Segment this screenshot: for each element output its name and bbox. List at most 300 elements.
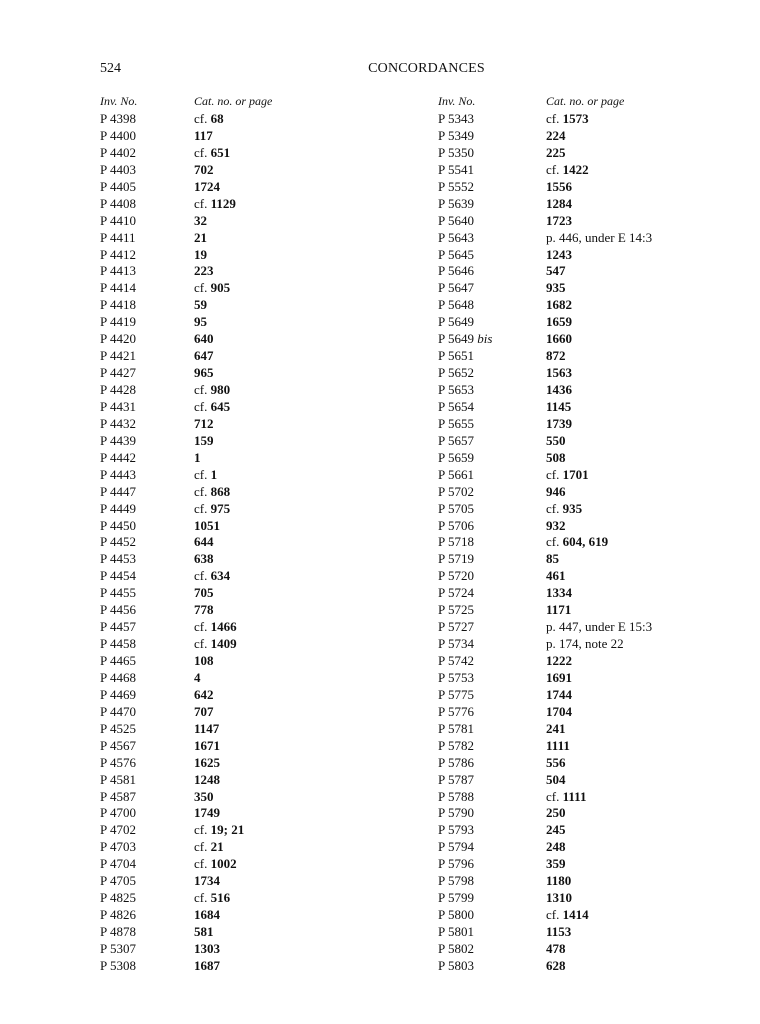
inv-number-text: P 5724 (438, 585, 474, 601)
catalogue-reference (194, 399, 230, 416)
catalogue-reference (546, 789, 586, 806)
catalogue-reference (546, 263, 566, 280)
inv-number-text: P 4456 (100, 602, 136, 618)
catalogue-reference (546, 145, 566, 162)
concordance-row (438, 822, 738, 839)
catalogue-number: 946 (546, 483, 566, 499)
inv-number-text: P 4427 (100, 365, 136, 381)
inv-number (100, 653, 136, 670)
concordance-row (100, 399, 400, 416)
reference-prefix: cf. (546, 788, 563, 804)
catalogue-reference (546, 196, 572, 213)
catalogue-reference (194, 382, 230, 399)
catalogue-reference (194, 551, 214, 568)
catalogue-number: 651 (210, 144, 231, 160)
concordance-row (438, 585, 738, 602)
inv-number-text: P 4457 (100, 619, 136, 635)
catalogue-reference (194, 501, 230, 518)
catalogue-reference (194, 839, 224, 856)
catalogue-reference (546, 297, 572, 314)
concordance-row (438, 755, 738, 772)
concordance-row (438, 263, 738, 280)
inv-number-text: P 4700 (100, 805, 136, 821)
inv-number-text: P 5702 (438, 483, 474, 499)
concordance-row (438, 805, 738, 822)
concordance-row (438, 789, 738, 806)
inv-number (438, 789, 474, 806)
catalogue-number: 980 (210, 382, 231, 397)
catalogue-number: 1243 (546, 246, 572, 262)
catalogue-reference (546, 213, 572, 230)
catalogue-reference (546, 856, 566, 873)
inv-number-text: P 5800 (438, 907, 474, 923)
reference-prefix: cf. (194, 111, 211, 126)
concordance-row (100, 619, 400, 636)
reference-prefix: cf. (546, 534, 563, 550)
reference-prefix: cf. (194, 382, 211, 397)
cat-no-header: Cat. no. or page (546, 94, 625, 108)
catalogue-reference (546, 399, 571, 416)
concordance-row (100, 822, 400, 839)
concordance-row (100, 873, 400, 890)
inv-number (100, 789, 136, 806)
catalogue-number: 644 (194, 534, 214, 550)
inv-number (438, 890, 474, 907)
page-number: 524 (100, 61, 121, 76)
catalogue-number: 1701 (562, 466, 589, 482)
catalogue-number: 1180 (546, 873, 572, 889)
catalogue-number: 1724 (194, 178, 220, 194)
catalogue-reference (546, 518, 566, 535)
catalogue-reference (546, 890, 572, 907)
catalogue-number: 359 (546, 856, 566, 872)
inv-number-text: P 5643 (438, 229, 474, 245)
inv-number (438, 450, 474, 467)
reference-prefix: cf. (546, 907, 563, 923)
catalogue-number: 32 (194, 212, 207, 228)
catalogue-reference (546, 534, 608, 551)
catalogue-reference (194, 941, 220, 958)
inv-number (100, 687, 136, 704)
inv-number (100, 670, 136, 687)
inv-number (100, 907, 136, 924)
inv-number-text: P 5796 (438, 856, 474, 872)
catalogue-number: 1734 (194, 873, 220, 889)
inv-number-text: P 4455 (100, 585, 136, 601)
catalogue-reference (546, 416, 572, 433)
inv-number-text: P 5655 (438, 415, 474, 431)
catalogue-reference (546, 619, 652, 636)
inv-number-text: P 4402 (100, 144, 136, 160)
inv-number-text: P 4450 (100, 517, 136, 533)
catalogue-reference (546, 484, 566, 501)
catalogue-number: 516 (210, 890, 231, 906)
inv-number-text: P 5801 (438, 924, 474, 939)
catalogue-number: 508 (546, 449, 566, 465)
reference-prefix: cf. (194, 466, 211, 482)
reference-prefix: cf. (194, 398, 211, 414)
inv-number-text: P 4567 (100, 737, 136, 753)
inv-number (100, 585, 136, 602)
cat-no-header: Cat. no. or page (194, 94, 273, 108)
catalogue-reference (546, 382, 572, 399)
reference-prefix: cf. (194, 483, 211, 499)
inv-number-text: P 5718 (438, 534, 474, 550)
concordance-row (438, 179, 738, 196)
concordance-row (100, 501, 400, 518)
inv-number (100, 619, 136, 636)
inv-number-text: P 5308 (100, 957, 136, 973)
catalogue-reference (194, 890, 230, 907)
inv-number (438, 263, 474, 280)
catalogue-reference (194, 297, 207, 314)
concordance-row (438, 128, 738, 145)
column-header (100, 94, 400, 111)
inv-number-text: P 4468 (100, 669, 136, 685)
catalogue-number: 19 (194, 246, 207, 262)
inv-number (438, 382, 474, 399)
inv-number (438, 433, 474, 450)
concordance-row (438, 687, 738, 704)
inv-number-text: P 5705 (438, 500, 474, 516)
concordance-row (100, 348, 400, 365)
concordance-row (100, 585, 400, 602)
catalogue-number: 702 (194, 161, 214, 177)
inv-number (438, 365, 474, 382)
inv-number-text: P 4428 (100, 382, 136, 397)
catalogue-number: 223 (194, 263, 214, 279)
catalogue-reference (194, 738, 220, 755)
concordance-row (100, 602, 400, 619)
concordance-row (438, 247, 738, 264)
inv-number-text: P 5719 (438, 551, 474, 567)
catalogue-reference (546, 636, 624, 653)
inv-number-text: P 4826 (100, 907, 136, 923)
inv-number (100, 348, 136, 365)
catalogue-reference (546, 738, 570, 755)
inv-number-text: P 5649 (438, 331, 474, 347)
catalogue-number: 1556 (546, 178, 572, 194)
inv-number-text: P 4454 (100, 568, 136, 584)
catalogue-number: 1414 (562, 907, 589, 923)
concordance-row (438, 348, 738, 365)
reference-prefix: cf. (194, 568, 211, 584)
inv-number-text: P 4419 (100, 314, 136, 330)
inv-number-text: P 5793 (438, 822, 474, 838)
catalogue-number: 640 (194, 331, 214, 347)
inv-number (100, 890, 136, 907)
inv-number-text: P 5552 (438, 178, 474, 194)
inv-number (100, 602, 136, 619)
catalogue-reference (194, 602, 214, 619)
inv-number-text: P 5706 (438, 517, 474, 533)
concordance-row (100, 805, 400, 822)
inv-number-text: P 4447 (100, 483, 136, 499)
catalogue-number: 638 (194, 551, 214, 567)
catalogue-reference (546, 162, 589, 179)
catalogue-reference (546, 941, 566, 958)
inv-number (100, 314, 136, 331)
concordance-row (100, 314, 400, 331)
inv-number (438, 247, 474, 264)
inv-number-text: P 5788 (438, 788, 474, 804)
inv-number-text: P 5786 (438, 754, 474, 770)
inv-number-text: P 4431 (100, 398, 136, 414)
concordance-row (438, 399, 738, 416)
inv-number-text: P 4465 (100, 653, 136, 668)
inv-number (438, 585, 474, 602)
concordance-row (438, 636, 738, 653)
inv-number (438, 399, 474, 416)
concordance-row (438, 467, 738, 484)
inv-number-text: P 4443 (100, 466, 136, 482)
catalogue-number: 85 (546, 551, 559, 567)
catalogue-number: 707 (194, 703, 214, 719)
inv-number (438, 755, 474, 772)
catalogue-number: 1145 (546, 398, 572, 414)
concordance-row (438, 941, 738, 958)
catalogue-number: 1660 (546, 331, 572, 347)
inv-number-text: P 5753 (438, 669, 474, 685)
catalogue-reference (194, 704, 214, 721)
catalogue-number: 581 (194, 924, 214, 939)
catalogue-reference (546, 721, 566, 738)
inv-number-text: P 5661 (438, 466, 474, 482)
catalogue-reference (194, 585, 214, 602)
reference-prefix: cf. (194, 856, 211, 872)
catalogue-reference (546, 365, 572, 382)
inv-number (438, 670, 474, 687)
inv-number (438, 501, 474, 518)
catalogue-number: 642 (194, 686, 214, 702)
inv-number (100, 179, 136, 196)
catalogue-number: 1563 (546, 365, 572, 381)
catalogue-reference (194, 162, 214, 179)
inv-number (438, 721, 474, 738)
inv-number (438, 179, 474, 196)
inv-number-text: P 4453 (100, 551, 136, 567)
catalogue-number: 1153 (546, 924, 572, 939)
inv-number-text: P 5651 (438, 348, 474, 364)
concordance-row (438, 433, 738, 450)
catalogue-reference (546, 839, 566, 856)
catalogue-number: 634 (210, 568, 231, 584)
inv-number (438, 602, 474, 619)
catalogue-reference (546, 772, 566, 789)
inv-number (100, 501, 136, 518)
inv-number-text: P 5776 (438, 703, 474, 719)
inv-number (438, 416, 474, 433)
catalogue-reference (194, 907, 220, 924)
inv-number (100, 450, 136, 467)
concordance-row (100, 128, 400, 145)
concordance-row (438, 602, 738, 619)
concordance-row (100, 297, 400, 314)
inv-number-text: P 4412 (100, 246, 136, 262)
reference-prefix: p. 447, under E 15:3 (546, 619, 653, 635)
catalogue-number: 1436 (546, 382, 572, 397)
catalogue-number: 21 (194, 229, 207, 245)
inv-number (100, 433, 136, 450)
concordance-row (438, 331, 738, 348)
reference-prefix: cf. (194, 144, 211, 160)
inv-number (438, 958, 474, 975)
inv-number-text: P 4414 (100, 280, 136, 296)
inv-number (438, 551, 474, 568)
inv-number-text: P 5657 (438, 432, 474, 448)
inv-number-text: P 5647 (438, 280, 474, 296)
inv-number-text: P 5350 (438, 144, 474, 160)
catalogue-reference (194, 789, 214, 806)
inv-number (100, 230, 136, 247)
inv-number-text: P 4576 (100, 754, 136, 770)
inv-number (438, 568, 474, 585)
concordance-row (100, 467, 400, 484)
inv-number-text: P 4418 (100, 297, 136, 313)
inv-number (100, 128, 136, 145)
reference-prefix: cf. (194, 500, 211, 516)
catalogue-reference (194, 450, 201, 467)
concordance-row (100, 687, 400, 704)
catalogue-number: 1691 (546, 669, 572, 685)
inv-number (100, 145, 136, 162)
inv-number (100, 822, 136, 839)
catalogue-number: 868 (210, 483, 231, 499)
catalogue-number: 1051 (194, 517, 220, 533)
inv-number-text: P 4408 (100, 195, 136, 211)
inv-number (100, 704, 136, 721)
concordance-row (438, 890, 738, 907)
catalogue-number: 478 (546, 940, 566, 956)
inv-number (438, 348, 474, 365)
inv-number (438, 822, 474, 839)
inv-number-text: P 5541 (438, 161, 474, 177)
catalogue-reference (546, 111, 589, 128)
concordance-row (438, 365, 738, 382)
catalogue-reference (194, 687, 214, 704)
catalogue-reference (546, 653, 572, 670)
concordance-row (100, 856, 400, 873)
inv-number-text: P 5803 (438, 957, 474, 973)
inv-number-text: P 4449 (100, 500, 136, 516)
inv-number (100, 196, 136, 213)
catalogue-reference (194, 230, 207, 247)
inv-number-text: P 4581 (100, 771, 136, 787)
catalogue-reference (546, 280, 566, 297)
catalogue-number: 932 (546, 517, 566, 533)
inv-number-text: P 5646 (438, 263, 474, 279)
catalogue-reference (546, 467, 589, 484)
reference-prefix: cf. (546, 111, 563, 126)
catalogue-reference (194, 416, 214, 433)
catalogue-number: 1671 (194, 737, 220, 753)
inv-number (100, 755, 136, 772)
catalogue-number: 604, 619 (562, 534, 609, 550)
catalogue-number: 21 (210, 839, 224, 855)
inv-number-text: P 5654 (438, 398, 474, 414)
catalogue-reference (546, 568, 566, 585)
catalogue-number: 1111 (562, 788, 587, 804)
catalogue-number: 68 (210, 111, 224, 126)
concordance-row (100, 890, 400, 907)
catalogue-reference (546, 873, 571, 890)
catalogue-reference (194, 263, 214, 280)
concordance-row (100, 111, 400, 128)
reference-prefix: cf. (546, 500, 563, 516)
catalogue-number: 647 (194, 348, 214, 364)
catalogue-reference (194, 856, 237, 873)
concordance-row (438, 856, 738, 873)
inv-number (438, 941, 474, 958)
catalogue-number: 248 (546, 839, 566, 855)
inv-number (438, 772, 474, 789)
concordance-row (100, 331, 400, 348)
catalogue-reference (194, 534, 214, 551)
concordance-row (100, 484, 400, 501)
catalogue-number: 1334 (546, 585, 572, 601)
inv-number (100, 738, 136, 755)
catalogue-number: 1111 (546, 737, 570, 753)
concordance-row (100, 551, 400, 568)
concordance-row (438, 450, 738, 467)
catalogue-number: 1744 (546, 686, 572, 702)
inv-number (438, 484, 474, 501)
inv-number-text: P 5798 (438, 873, 474, 889)
concordance-row (100, 958, 400, 975)
catalogue-number: 645 (210, 398, 231, 414)
concordance-row (100, 382, 400, 399)
concordance-row (100, 670, 400, 687)
inv-number-text: P 4587 (100, 788, 136, 804)
catalogue-reference (194, 145, 230, 162)
concordance-row (100, 416, 400, 433)
concordance-row (100, 924, 400, 941)
concordance-row (438, 670, 738, 687)
catalogue-number: 905 (210, 280, 231, 296)
reference-prefix: cf. (194, 619, 211, 635)
concordance-row (100, 772, 400, 789)
catalogue-reference (546, 179, 572, 196)
inv-no-header: Inv. No. (438, 94, 476, 108)
concordance-row (100, 839, 400, 856)
concordance-row (100, 568, 400, 585)
inv-number (438, 839, 474, 856)
inv-number (100, 111, 136, 128)
concordance-row (438, 230, 738, 247)
concordance-row (438, 839, 738, 856)
concordance-row (100, 636, 400, 653)
catalogue-number: 1466 (210, 619, 237, 635)
inv-number (100, 247, 136, 264)
catalogue-number: 19; 21 (210, 822, 245, 838)
concordance-row (100, 162, 400, 179)
inv-number-text: P 4398 (100, 111, 136, 126)
concordance-row (100, 738, 400, 755)
catalogue-reference (194, 433, 214, 450)
catalogue-number: 350 (194, 788, 214, 804)
concordance-row (100, 145, 400, 162)
inv-number (438, 805, 474, 822)
catalogue-number: 1659 (546, 314, 572, 330)
catalogue-reference (194, 670, 201, 687)
catalogue-number: 108 (194, 653, 214, 668)
reference-prefix: p. 446, under E 14:3 (546, 229, 653, 245)
inv-number (438, 280, 474, 297)
inv-number-text: P 4525 (100, 720, 136, 736)
concordance-row (100, 280, 400, 297)
reference-prefix: cf. (546, 466, 563, 482)
catalogue-number: 159 (194, 432, 214, 448)
